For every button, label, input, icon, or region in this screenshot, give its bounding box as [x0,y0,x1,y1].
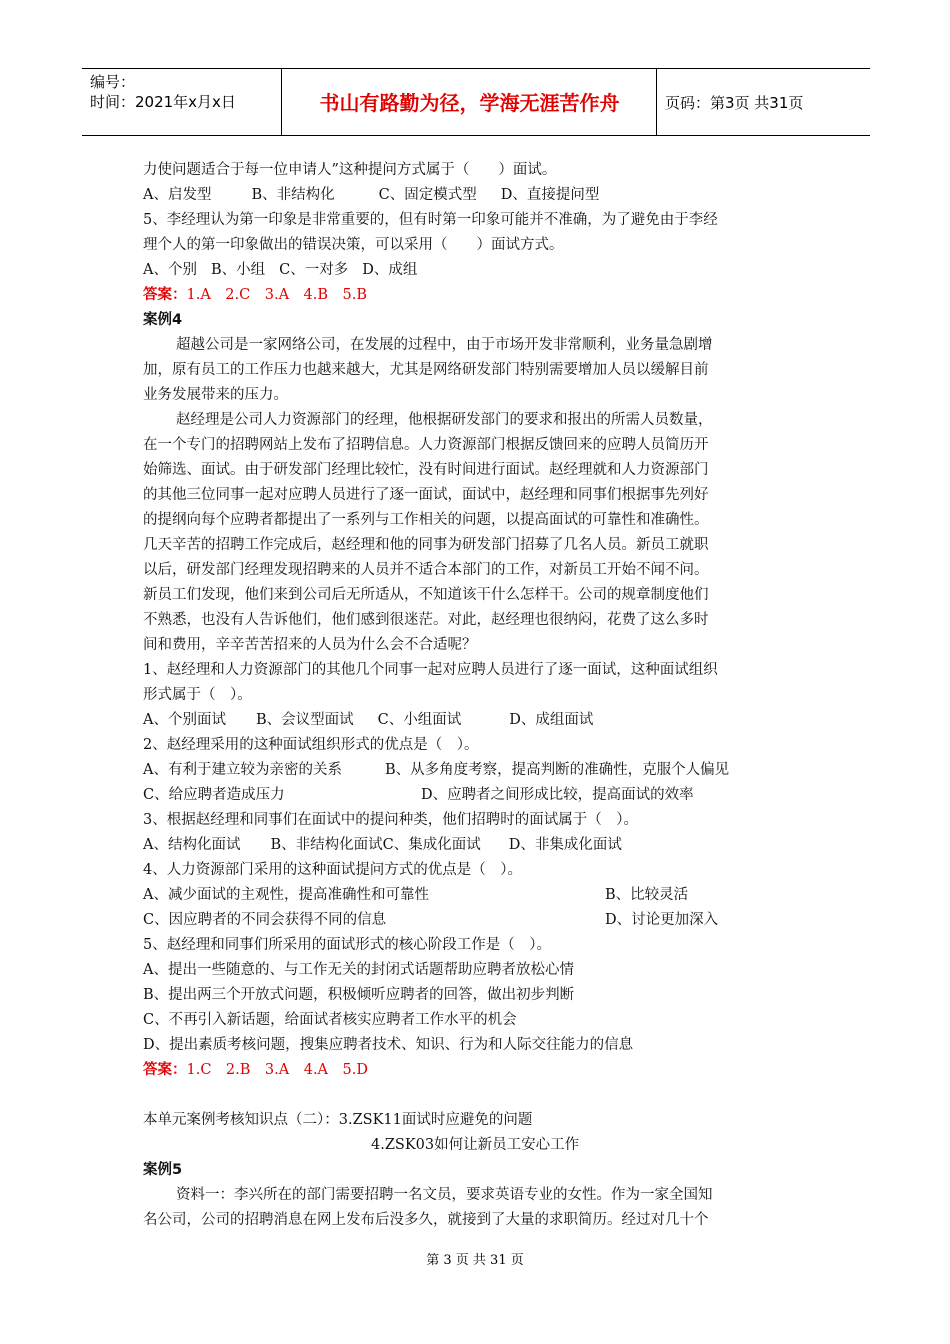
document-body [143,158,808,1233]
option: C、因应聘者的不同会获得不同的信息 [143,912,387,928]
option: D、直接提问型 [500,187,600,203]
text-line: 赵经理是公司人力资源部门的经理，他根据研发部门的要求和报出的所需人员数量， [176,412,713,428]
option: D、讨论更加深入 [605,912,719,928]
option: B、非结构化 [251,187,335,203]
text-line: 力使问题适合于每一位申请人”这种提问方式属于（ ）面试。 [143,162,557,178]
case-heading: 案例4 [143,312,183,328]
question-line: 形式属于（ ）。 [143,687,252,703]
option: C、一对多 [279,262,349,278]
header-meta [90,72,236,112]
option: A、结构化面试 [143,837,241,853]
text-line: 理个人的第一印象做出的错误决策，可以采用（ ）面试方式。 [143,237,564,253]
text-line: 间和费用，辛辛苦苦招来的人员为什么会不合适呢？ [143,637,477,653]
option: A、减少面试的主观性，提高准确性和可靠性 [143,887,429,903]
text-line: 不熟悉，也没有人告诉他们，他们感到很迷茫。对此，赵经理也很纳闷，花费了这么多时 [143,612,709,628]
spacer [143,1083,808,1108]
option: A、有利于建立较为亲密的关系 [143,762,342,778]
option-line: D、提出素质考核问题，搜集应聘者技术、知识、行为和人际交往能力的信息 [143,1037,634,1053]
text-line: 资料一：李兴所在的部门需要招聘一名文员，要求英语专业的女性。作为一家全国知 [176,1187,713,1203]
option-line: C、不再引入新话题，给面试者核实应聘者工作水平的机会 [143,1012,517,1028]
option: A、启发型 [143,187,212,203]
options-line [143,758,808,783]
text-line: 超越公司是一家网络公司，在发展的过程中，由于市场开发非常顺利，业务量急剧增 [176,337,713,353]
answer-values: 1.A 2.C 3.A 4.B 5.B [186,287,368,303]
text-line: 业务发展带来的压力。 [143,387,288,403]
answer-line [143,1058,808,1083]
text-line: 在一个专门的招聘网站上发布了招聘信息。人力资源部门根据反馈回来的应聘人员简历开 [143,437,709,453]
text-line: 5、李经理认为第一印象是非常重要的，但有时第一印象可能并不准确，为了避免由于李经 [143,212,718,228]
options-line [143,183,808,208]
option: B、非结构化面试C、集成化面试 [270,837,481,853]
option: C、给应聘者造成压力 [143,787,285,803]
case-heading: 案例5 [143,1162,183,1178]
header-divider [656,69,657,135]
unit-knowledge-line: 本单元案例考核知识点（二）：3.ZSK11面试时应避免的问题 [143,1112,533,1128]
option: A、个别 [143,262,197,278]
option-line: B、提出两三个开放式问题，积极倾听应聘者的回答，做出初步判断 [143,987,575,1003]
question-line: 5、赵经理和同事们所采用的面试形式的核心阶段工作是（ ）。 [143,937,551,953]
answer-label: 答案： [143,287,187,303]
number-label: 编号： [90,73,136,91]
text-line: 名公司，公司的招聘消息在网上发布后没多久，就接到了大量的求职简历。经过对几十个 [143,1212,709,1228]
text-line: 的其他三位同事一起对应聘人员进行了逐一面试，面试中，赵经理和同事们根据事先列好 [143,487,709,503]
options-line [143,258,808,283]
option: B、比较灵活 [605,887,689,903]
options-line [143,708,808,733]
options-line [143,883,808,908]
date-label: 时间：2021年x月x日 [90,93,236,111]
question-line: 3、根据赵经理和同事们在面试中的提问种类，他们招聘时的面试属于（ ）。 [143,812,638,828]
question-line: 1、赵经理和人力资源部门的其他几个同事一起对应聘人员进行了逐一面试，这种面试组织 [143,662,718,678]
option: B、小组 [210,262,266,278]
header-motto: 书山有路勤为径，学海无涯苦作舟 [319,91,620,115]
option: A、个别面试 [143,712,226,728]
option: D、非集成化面试 [508,837,622,853]
text-line: 新员工们发现，他们来到公司后无所适从，不知道该干什么怎样干。公司的规章制度他们 [143,587,709,603]
page-footer: 第 3 页 共 31 页 [426,1253,524,1268]
page-header [82,68,870,136]
text-line: 以后，研发部门经理发现招聘来的人员并不适合本部门的工作，对新员工开始不闻不问。 [143,562,709,578]
answer-label: 答案： [143,1062,187,1078]
question-line: 4、人力资源部门采用的这种面试提问方式的优点是（ ）。 [143,862,522,878]
answer-line [143,283,808,308]
option: C、固定模式型 [378,187,477,203]
question-line: 2、赵经理采用的这种面试组织形式的优点是（ ）。 [143,737,479,753]
options-line [143,833,808,858]
option: D、成组 [362,262,418,278]
option: D、应聘者之间形成比较，提高面试的效率 [421,787,694,803]
option: D、成组面试 [509,712,594,728]
option: C、小组面试 [377,712,462,728]
option-line: A、提出一些随意的、与工作无关的封闭式话题帮助应聘者放松心情 [143,962,574,978]
options-line [143,783,808,808]
option: B、会议型面试 [255,712,354,728]
answer-values: 1.C 2.B 3.A 4.A 5.D [186,1062,368,1078]
text-line: 始筛选、面试。由于研发部门经理比较忙，没有时间进行面试。赵经理就和人力资源部门 [143,462,709,478]
text-line: 加，原有员工的工作压力也越来越大，尤其是网络研发部门特别需要增加人员以缓解目前 [143,362,709,378]
unit-knowledge-line: 4.ZSK03如何让新员工安心工作 [371,1137,580,1153]
options-line [143,908,808,933]
header-page-info: 页码：第3页 共31页 [665,94,804,112]
text-line: 的提纲向每个应聘者都提出了一系列与工作相关的问题，以提高面试的可靠性和准确性。 [143,512,709,528]
text-line: 几天辛苦的招聘工作完成后，赵经理和他的同事为研发部门招募了几名人员。新员工就职 [143,537,709,553]
option: B、从多角度考察，提高判断的准确性，克服个人偏见 [385,762,730,778]
